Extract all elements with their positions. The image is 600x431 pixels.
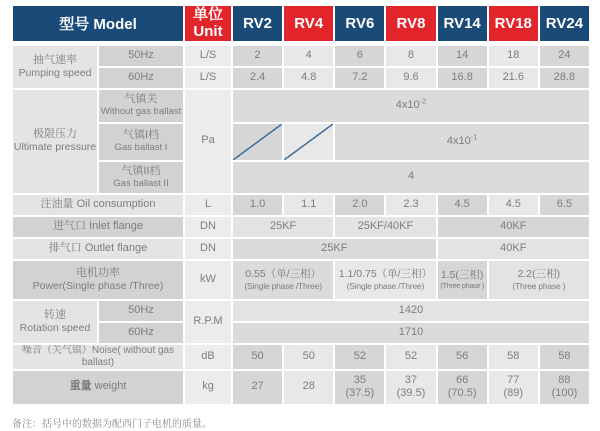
- row-label-ultimate-pressure: [13, 90, 97, 193]
- column-header-rv14: RV14: [438, 6, 487, 41]
- value-rotation-50hz: 1420: [233, 301, 589, 321]
- sub-label-gas-ballast-2: [99, 162, 183, 193]
- value-cell: 8: [386, 46, 435, 66]
- row-label-weight: [13, 371, 183, 404]
- pressure-value-exp: -1: [470, 132, 478, 142]
- value-cell: 7.2: [335, 68, 384, 88]
- header-body-gap: [13, 43, 589, 44]
- unit-db: dB: [185, 345, 231, 369]
- weight-siemens: (39.5): [396, 387, 426, 399]
- value-inlet-25kf-40kf: 25KF/40KF: [335, 217, 435, 237]
- value-cell: [438, 371, 487, 404]
- sub-label-60hz: 60Hz: [99, 68, 183, 88]
- value-cell: 1.1: [284, 195, 333, 215]
- weight-label-en: weight: [94, 380, 127, 393]
- header-unit: [185, 6, 231, 41]
- value-cell: [233, 371, 282, 404]
- value-cell: 52: [386, 345, 435, 369]
- row-pressure-no-ballast: [13, 90, 589, 122]
- pressure-value-base: 4x10: [395, 98, 420, 111]
- unit-ls-60: L/S: [185, 68, 231, 88]
- weight-siemens: (70.5): [447, 387, 477, 399]
- value-cell: [540, 371, 589, 404]
- sub-label-50hz: 50Hz: [99, 301, 183, 321]
- power-phase: (Three phase ): [512, 280, 566, 291]
- power-value: 2.2(三相): [517, 268, 561, 281]
- value-cell: 4.5: [489, 195, 538, 215]
- row-label-inlet-flange: 进气口 Inlet flange: [13, 217, 183, 237]
- pressure-value-exp: -2: [419, 96, 427, 106]
- unit-pa: Pa: [185, 90, 231, 193]
- value-cell: 58: [489, 345, 538, 369]
- value-inlet-25kf: 25KF: [233, 217, 333, 237]
- row-label-outlet-flange: 排气口 Outlet flange: [13, 239, 183, 259]
- unit-dn-outlet: DN: [185, 239, 231, 259]
- value-power-rv18-rv24: [489, 261, 589, 299]
- power-label-cn: 电机功率: [76, 266, 120, 279]
- column-header-rv4: RV4: [284, 6, 333, 41]
- pumping-label-cn: 抽气速率: [33, 53, 77, 66]
- unit-rpm: R.P.M: [185, 301, 231, 343]
- pressure-value-base: 4x10: [446, 134, 471, 147]
- value-cell: 2: [233, 46, 282, 66]
- weight-label-cn: 重量: [69, 380, 92, 393]
- row-rotation-60hz: [13, 323, 589, 343]
- power-label-en: Power(Single phase /Three): [32, 279, 164, 292]
- value-cell: 14: [438, 46, 487, 66]
- power-phase: (Single phase /Three): [346, 280, 425, 291]
- value-rotation-60hz: 1710: [233, 323, 589, 343]
- value-cell: 56: [438, 345, 487, 369]
- value-cell: 9.6: [386, 68, 435, 88]
- value-cell: 1.0: [233, 195, 282, 215]
- value-cell: 50: [233, 345, 282, 369]
- sub1-en: Without gas ballast: [100, 106, 182, 118]
- power-phase: (Single phase /Three): [244, 280, 322, 291]
- row-oil-consumption: [13, 195, 589, 215]
- rotation-label-en: Rotation speed: [19, 321, 91, 334]
- value-cell: 6: [335, 46, 384, 66]
- column-header-rv2: RV2: [233, 6, 282, 41]
- row-noise: [13, 345, 589, 369]
- weight-main: 35: [353, 373, 366, 386]
- sub-label-without-gas-ballast: [99, 90, 183, 122]
- not-applicable-diagonal-rv4: [284, 124, 333, 160]
- weight-main: 88: [558, 373, 571, 386]
- header-unit-en: Unit: [193, 23, 223, 41]
- unit-dn-inlet: DN: [185, 217, 231, 237]
- value-cell: 2.0: [335, 195, 384, 215]
- sub3-cn: 气镇II档: [121, 164, 161, 177]
- value-cell: 50: [284, 345, 333, 369]
- sub-label-gas-ballast-1: [99, 124, 183, 160]
- spec-table: [11, 4, 591, 406]
- row-label-noise: 噪音（关气镇）Noise( without gas ballast): [13, 345, 183, 369]
- column-header-rv6: RV6: [335, 6, 384, 41]
- value-cell: 4.5: [438, 195, 487, 215]
- value-cell: 24: [540, 46, 589, 66]
- value-cell: 2.3: [386, 195, 435, 215]
- sub-label-50hz: 50Hz: [99, 46, 183, 66]
- unit-kg: kg: [185, 371, 231, 404]
- row-pressure-ballast-2: [13, 162, 589, 193]
- value-cell: 58: [540, 345, 589, 369]
- header-row: [13, 6, 589, 41]
- row-pumping-50hz: [13, 46, 589, 66]
- row-label-pumping-speed: [13, 46, 97, 88]
- value-power-rv14: [438, 261, 487, 299]
- row-label-oil-consumption: 注油量 Oil consumption: [13, 195, 183, 215]
- value-cell: [386, 371, 435, 404]
- value-power-rv2-rv4: [233, 261, 333, 299]
- unit-ls-50: L/S: [185, 46, 231, 66]
- row-outlet-flange: [13, 239, 589, 259]
- value-cell: 6.5: [540, 195, 589, 215]
- weight-main: 77: [507, 373, 520, 386]
- value-cell: 18: [489, 46, 538, 66]
- rotation-label-cn: 转速: [44, 308, 66, 321]
- sub3-en: Gas ballast II: [113, 177, 169, 189]
- pumping-label-en: Pumping speed: [18, 66, 92, 79]
- header-model: 型号 Model: [13, 6, 183, 41]
- pressure-label-cn: 极限压力: [33, 128, 77, 141]
- power-value: 1.1/0.75（单/三相）: [338, 268, 433, 281]
- value-cell: 52: [335, 345, 384, 369]
- unit-kw: kW: [185, 261, 231, 299]
- sub2-cn: 气镇I档: [122, 129, 160, 142]
- value-cell: [284, 371, 333, 404]
- weight-main: 27: [251, 380, 264, 393]
- footnote: 备注：括号中的数据为配西门子电机的质量。: [12, 418, 212, 430]
- weight-siemens: (100): [551, 387, 578, 399]
- value-inlet-40kf: 40KF: [438, 217, 589, 237]
- weight-main: 28: [302, 380, 315, 393]
- sub-label-60hz: 60Hz: [99, 323, 183, 343]
- not-applicable-diagonal-rv2: [233, 124, 282, 160]
- weight-siemens: (89): [503, 387, 524, 399]
- pressure-label-en: Ultimate pressure: [13, 141, 97, 154]
- row-inlet-flange: [13, 217, 589, 237]
- row-motor-power: [13, 261, 589, 299]
- column-header-rv24: RV24: [540, 6, 589, 41]
- weight-siemens: (37.5): [345, 387, 375, 399]
- value-cell: 21.6: [489, 68, 538, 88]
- header-unit-cn: 单位: [192, 6, 223, 23]
- value-outlet-40kf: 40KF: [438, 239, 589, 259]
- power-value: 0.55（单/三相）: [245, 268, 322, 281]
- value-outlet-25kf: 25KF: [233, 239, 436, 259]
- value-cell: 16.8: [438, 68, 487, 88]
- value-power-rv6-rv8: [335, 261, 435, 299]
- value-cell: [489, 371, 538, 404]
- power-phase: (Three phase ): [440, 281, 484, 291]
- weight-main: 37: [404, 373, 418, 386]
- row-pressure-ballast-1: [13, 124, 589, 160]
- value-pressure-ballast-2: 4: [233, 162, 589, 193]
- column-header-rv8: RV8: [386, 6, 435, 41]
- value-pressure-no-ballast: [233, 90, 589, 122]
- row-label-motor-power: [13, 261, 183, 299]
- column-header-rv18: RV18: [489, 6, 538, 41]
- value-cell: [335, 371, 384, 404]
- value-pressure-ballast-1: [335, 124, 589, 160]
- row-weight: [13, 371, 589, 404]
- row-pumping-60hz: [13, 68, 589, 88]
- value-cell: 2.4: [233, 68, 282, 88]
- unit-l: L: [185, 195, 231, 215]
- sub2-en: Gas ballast I: [114, 142, 168, 154]
- weight-main: 66: [456, 373, 469, 386]
- row-label-rotation-speed: [13, 301, 97, 343]
- value-cell: 4: [284, 46, 333, 66]
- row-rotation-50hz: [13, 301, 589, 321]
- value-cell: 4.8: [284, 68, 333, 88]
- value-cell: 28.8: [540, 68, 589, 88]
- sub1-cn: 气镇关: [124, 93, 158, 106]
- power-value: 1.5(三相): [440, 268, 484, 281]
